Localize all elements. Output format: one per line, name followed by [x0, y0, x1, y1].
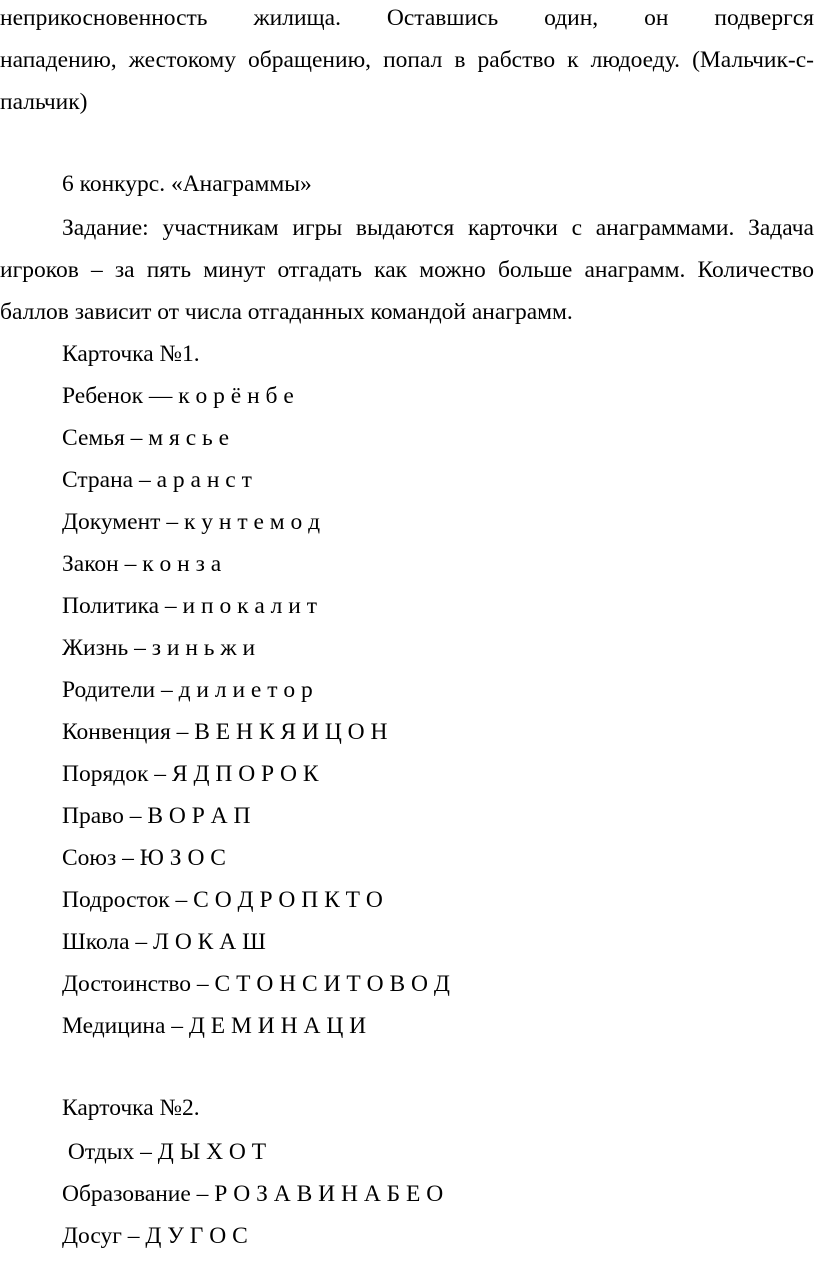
card1-item: Медицина – Д Е М И Н А Ц И	[62, 1013, 367, 1039]
card1-item: Страна – а р а н с т	[62, 467, 252, 493]
card2-item: Досуг – Д У Г О С	[62, 1223, 248, 1249]
card1-item: Семья – м я с ь е	[62, 425, 230, 451]
card1-item: Жизнь – з и н ь ж и	[62, 635, 256, 661]
task-line-2: игроков – за пять минут отгадать как можно больше анаграмм. Количество	[0, 257, 814, 283]
card1-title: Карточка №1.	[62, 341, 200, 367]
task-line-1: Задание: участникам игры выдаются карточки с анаграммами. Задача	[62, 215, 814, 241]
card1-item: Родители – д и л и е т о р	[62, 677, 313, 703]
task-line-3: баллов зависит от числа отгаданных командой анаграмм.	[0, 299, 573, 325]
card1-item: Право – В О Р А П	[62, 803, 251, 829]
card2-title: Карточка №2.	[62, 1095, 200, 1121]
card1-item: Школа – Л О К А Ш	[62, 929, 266, 955]
card1-item: Союз – Ю З О С	[62, 845, 226, 871]
intro-line-1: неприкосновенность жилища. Оставшись один, он подвергся	[0, 5, 814, 31]
intro-line-3: пальчик)	[0, 89, 88, 115]
intro-line-2: нападению, жестокому обращению, попал в рабство к людоеду. (Мальчик-с-	[0, 47, 814, 73]
card1-item: Политика – и п о к а л и т	[62, 593, 318, 619]
card1-item: Достоинство – С Т О Н С И Т О В О Д	[62, 971, 450, 997]
card2-item: Образование – Р О З А В И Н А Б Е О	[62, 1181, 444, 1207]
card1-item: Ребенок — к о р ё н б е	[62, 383, 294, 409]
contest-title: 6 конкурс. «Анаграммы»	[62, 171, 312, 197]
card2-item: Отдых – Д Ы Х О Т	[62, 1139, 267, 1165]
card1-item: Конвенция – В Е Н К Я И Ц О Н	[62, 719, 388, 745]
card1-item: Подросток – С О Д Р О П К Т О	[62, 887, 383, 913]
card1-item: Закон – к о н з а	[62, 551, 222, 577]
card1-item: Документ – к у н т е м о д	[62, 509, 321, 535]
card1-item: Порядок – Я Д П О Р О К	[62, 761, 319, 787]
